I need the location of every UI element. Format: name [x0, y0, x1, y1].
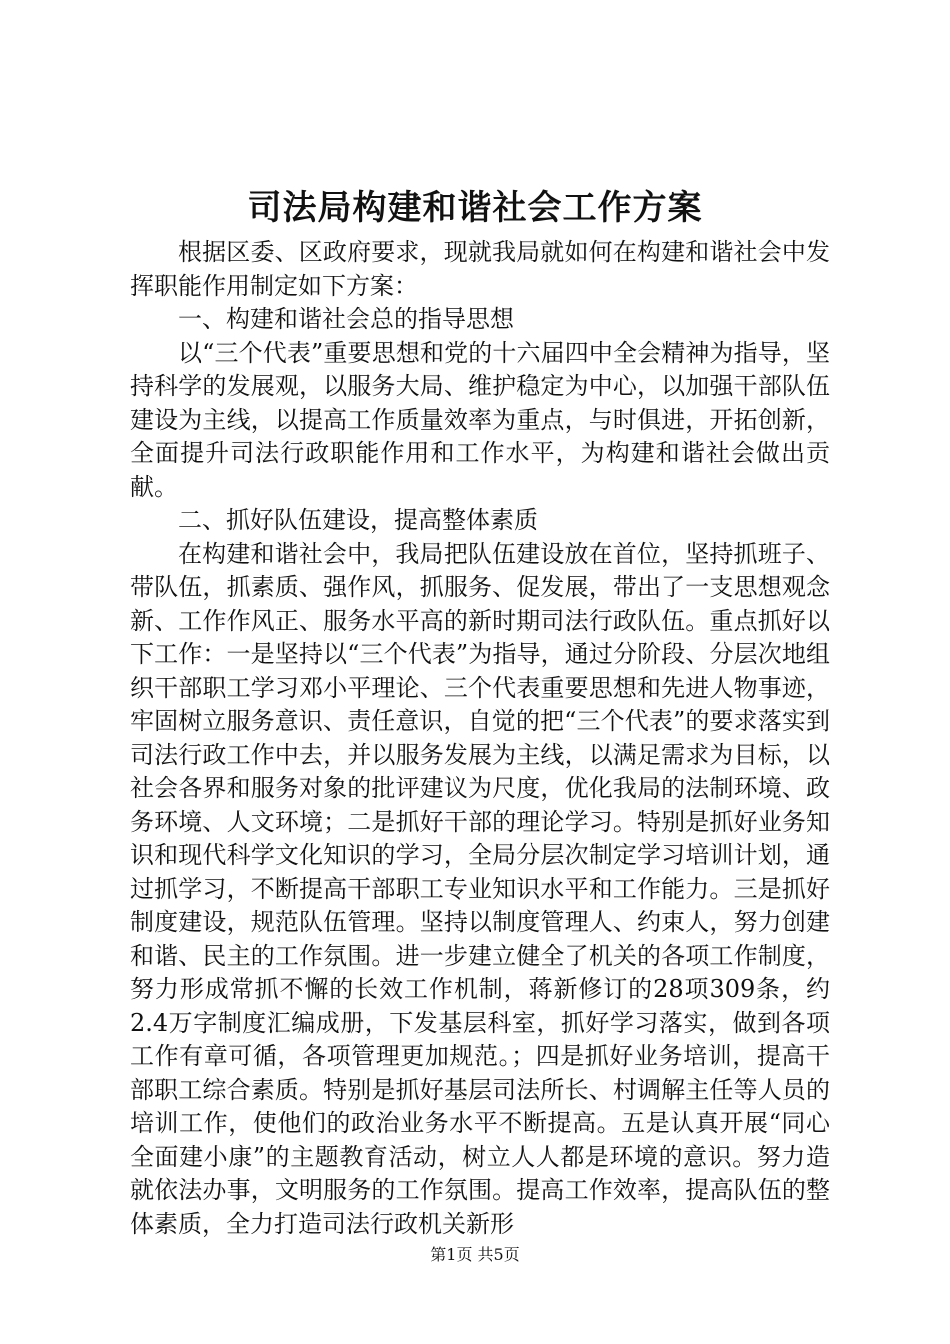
- section-heading-team-building: 二、抓好队伍建设，提高整体素质: [178, 506, 538, 534]
- intro-paragraph: 根据区委、区政府要求，现就我局就如何在构建和谐社会中发挥职能作用制定如下方案：: [130, 238, 830, 300]
- guiding-ideology-paragraph: 以“三个代表”重要思想和党的十六届四中全会精神为指导，坚持科学的发展观，以服务大局、维护稳定为中心，以加强干部队伍建设为主线，以提高工作质量效率为重点，与时俱进，开拓创新，全面提升司法行政职能作用和工作水平，为构建和谐社会做出贡献。: [130, 338, 830, 501]
- document-body: [130, 236, 830, 1241]
- section-heading-guiding-ideology: 一、构建和谐社会总的指导思想: [178, 305, 514, 333]
- team-building-paragraph: 在构建和谐社会中，我局把队伍建设放在首位，坚持抓班子、带队伍，抓素质、强作风，抓服务、促发展，带出了一支思想观念新、工作作风正、服务水平高的新时期司法行政队伍。重点抓好以下工作：一是坚持以“三个代表”为指导，通过分阶段、分层次地组织干部职工学习邓小平理论、三个代表重要思想和先进人物事迹，牢固树立服务意识、责任意识，自觉的把“三个代表”的要求落实到司法行政工作中去，并以服务发展为主线，以满足需求为目标，以社会各界和服务对象的批评建议为尺度，优化我局的法制环境、政务环境、人文环境；二是抓好干部的理论学习。特别是抓好业务知识和现代科学文化知识的学习，全局分层次制定学习培训计划，通过抓学习，不断提高干部职工专业知识水平和工作能力。三是抓好制度建设，规范队伍管理。坚持以制度管理人、约束人，努力创建和谐、民主的工作氛围。进一步建立健全了机关的各项工作制度，努力形成常抓不懈的长效工作机制，蒋新修订的28项309条，约2.4万字制度汇编成册，下发基层科室，抓好学习落实，做到各项工作有章可循，各项管理更加规范。；四是抓好业务培训，提高干部职工综合素质。特别是抓好基层司法所长、村调解主任等人员的培训工作，使他们的政治业务水平不断提高。五是认真开展“同心全面建小康”的主题教育活动，树立人人都是环境的意识。努力造就依法办事，文明服务的工作氛围。提高工作效率，提高队伍的整体素质，全力打造司法行政机关新形: [130, 539, 830, 1238]
- document-title: 司法局构建和谐社会工作方案: [247, 188, 703, 228]
- page-footer: 第1页 共5页: [430, 1245, 520, 1264]
